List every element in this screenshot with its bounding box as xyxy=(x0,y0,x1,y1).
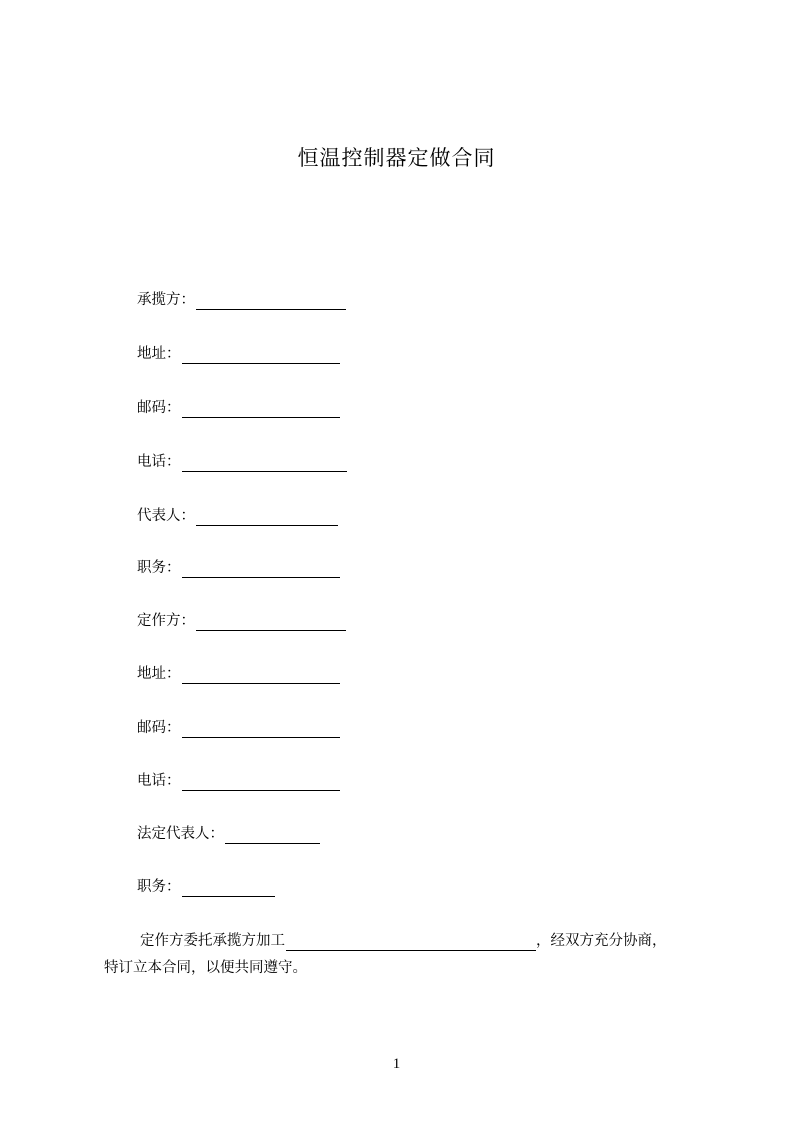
paragraph-line-1 xyxy=(140,931,667,951)
page-number: 1 xyxy=(392,1056,401,1072)
fill-in-blank[interactable] xyxy=(182,776,340,791)
client-name-field xyxy=(137,611,346,631)
contractor-representative-field xyxy=(137,506,338,526)
client-address-field xyxy=(137,664,340,684)
field-label: 电话： xyxy=(137,454,181,470)
fill-in-blank[interactable] xyxy=(182,403,340,418)
field-label: 地址： xyxy=(137,346,181,362)
field-label: 法定代表人： xyxy=(137,826,224,842)
fill-in-blank[interactable] xyxy=(182,669,340,684)
contractor-phone-field xyxy=(137,452,347,472)
client-phone-field xyxy=(137,771,340,791)
fill-in-blank[interactable] xyxy=(196,511,338,526)
field-label: 职务： xyxy=(137,560,181,576)
field-label: 邮码： xyxy=(137,720,181,736)
client-postcode-field xyxy=(137,718,340,738)
field-label: 地址： xyxy=(137,666,181,682)
contractor-name-field xyxy=(137,290,346,310)
contractor-address-field xyxy=(137,344,340,364)
paragraph-text: 定作方委托承揽方加工 xyxy=(140,933,285,949)
fill-in-blank[interactable] xyxy=(286,936,536,951)
paragraph-text: 特订立本合同，以便共同遵守。 xyxy=(104,960,307,976)
fill-in-blank[interactable] xyxy=(182,457,347,472)
field-label: 邮码： xyxy=(137,400,181,416)
field-label: 职务： xyxy=(137,879,181,895)
contractor-position-field xyxy=(137,558,340,578)
contractor-postcode-field xyxy=(137,398,340,418)
document-title: 恒温控制器定做合同 xyxy=(297,146,496,170)
paragraph-text: ，经双方充分协商， xyxy=(536,933,667,949)
field-label: 代表人： xyxy=(137,508,195,524)
fill-in-blank[interactable] xyxy=(182,349,340,364)
field-label: 承揽方： xyxy=(137,292,195,308)
field-label: 电话： xyxy=(137,773,181,789)
client-legal-representative-field xyxy=(137,824,320,844)
fill-in-blank[interactable] xyxy=(182,723,340,738)
client-position-field xyxy=(137,877,275,897)
fill-in-blank[interactable] xyxy=(182,882,275,897)
paragraph-line-2 xyxy=(104,958,307,978)
fill-in-blank[interactable] xyxy=(196,295,346,310)
fill-in-blank[interactable] xyxy=(225,829,320,844)
field-label: 定作方： xyxy=(137,613,195,629)
fill-in-blank[interactable] xyxy=(182,563,340,578)
fill-in-blank[interactable] xyxy=(196,616,346,631)
